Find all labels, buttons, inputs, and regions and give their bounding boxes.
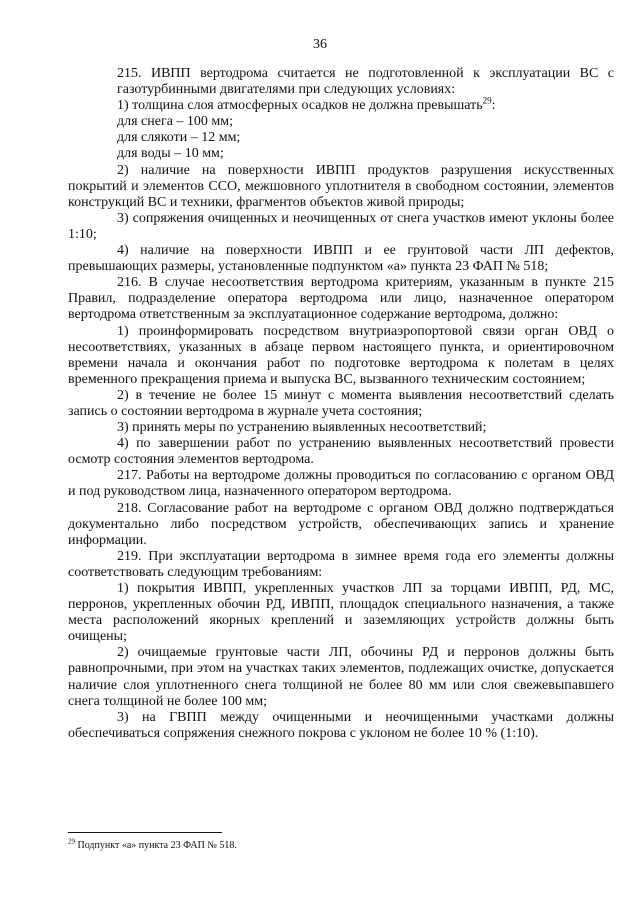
item-215-1 [68, 95, 614, 114]
item-215-4: 4) наличие на поверхности ИВПП и ее грунтовой части ЛП дефектов, превышающих размеры, установленные подпунктом «а» пункта 23 ФАП № 518; [68, 243, 614, 275]
item-216-2: 2) в течение не более 15 минут с момента выявления несоответствий сделать запись о состоянии вертодрома в журнале учета состояния; [68, 387, 614, 419]
footnote-marker: 29 [68, 837, 75, 846]
paragraph-216: 216. В случае несоответствия вертодрома критериям, указанным в пункте 215 Правил, подразделение оператора вертодрома или лицо, назначенное оператором вертодрома ответственным за эксплуатационное содержание вертодрома, должно: [68, 275, 614, 323]
paragraph-217: 217. Работы на вертодроме должны проводиться по согласованию с органом ОВД и под руководством лица, назначенного оператором вертодрома. [68, 468, 614, 500]
paragraph-219: 219. При эксплуатации вертодрома в зимнее время года его элементы должны соответствовать следующим требованиям: [68, 548, 614, 580]
item-219-2: 2) очищаемые грунтовые части ЛП, обочины РД и перронов должны быть равнопрочными, при этом на участках таких элементов, подлежащих очистке, допускается наличие слоя уплотненного снега толщиной не более 80 мм или слоя свежевыпавшего снега толщиной не более 100 мм; [68, 645, 614, 709]
item-219-3: 3) на ГВПП между очищенными и неочищенными участками должны обеспечиваться сопряжения снежного покрова с уклоном не более 10 % (1:10). [68, 709, 614, 741]
item-216-1: 1) проинформировать посредством внутриаэропортовой связи орган ОВД о несоответствиях, указанных в абзаце первом настоящего пункта, и ориентировочном времени начала и окончания работ по подготовке вертодрома к полетам в целях временного прекращения приема и выпуска ВС, вызванного техническим состоянием; [68, 323, 614, 387]
item-215-1-colon: : [491, 98, 496, 114]
slush-limit: для слякоти – 12 мм; [117, 130, 241, 146]
item-215-2: 2) наличие на поверхности ИВПП продуктов разрушения искусственных покрытий и элементов ССО, межшовного уплотнителя в свободном состоянии, элементов конструкций ВС и техники, фрагментов объектов живой природы; [68, 162, 614, 210]
item-215-3: 3) сопряжения очищенных и неочищенных от снега участков имеют уклоны более 1:10; [68, 210, 614, 242]
page-number: 36 [313, 37, 327, 52]
document-body [68, 66, 614, 742]
footnote-reference[interactable]: 29 [482, 95, 492, 106]
footnote-divider [68, 832, 222, 833]
item-216-3: 3) принять меры по устранению выявленных несоответствий; [117, 420, 487, 436]
item-216-4: 4) по завершении работ по устранению выявленных несоответствий провести осмотр состояния элементов вертодрома. [68, 436, 614, 468]
water-limit: для воды – 10 мм; [117, 146, 224, 162]
snow-limit: для снега – 100 мм; [117, 114, 234, 130]
paragraph-218: 218. Согласование работ на вертодроме с органом ОВД должно подтверждаться документально либо посредством устройств, обеспечивающих запись и хранение информации. [68, 500, 614, 548]
footnote [68, 837, 614, 852]
footnote-text: Подпункт «а» пункта 23 ФАП № 518. [75, 840, 237, 851]
item-215-1-text: 1) толщина слоя атмосферных осадков не должна превышать [117, 98, 483, 114]
item-219-1: 1) покрытия ИВПП, укрепленных участков ЛП за торцами ИВПП, РД, МС, перронов, укрепленных обочин РД, ИВПП, площадок специального назначения, а также места расположений якорных креплений и заземляющих устройств должны быть очищены; [68, 581, 614, 645]
paragraph-215: 215. ИВПП вертодрома считается не подготовленной к эксплуатации ВС с газотурбинными двигателями при следующих условиях: [117, 66, 614, 98]
